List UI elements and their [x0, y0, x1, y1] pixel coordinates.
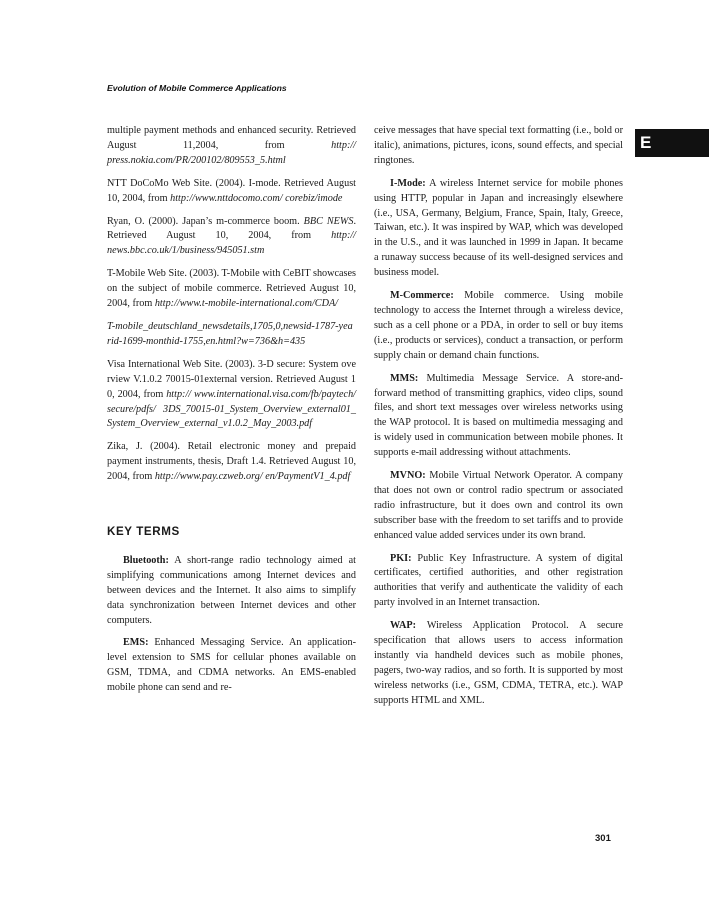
term-name: I-Mode: [390, 177, 426, 189]
term-definition: Wireless Application Protocol. A secure specification that allows users to access information instantly via handheld devices such as mobile phones, pagers, two-way radios, and so forth. It is supported by most wireless networks (i.e., GSM, CDMA, TETRA, etc.). WAP supports HTML and XML. [374, 620, 623, 706]
reference-text: . Retrieved August 10, 2004, from [107, 215, 357, 242]
reference-text: multiple payment methods and enhanced security. Retrieved August 11,2004, from [107, 125, 356, 151]
page-number: 301 [595, 833, 611, 844]
reference-item [107, 267, 356, 312]
key-term [374, 552, 623, 612]
key-term [374, 372, 623, 461]
term-definition: Public Key Infrastructure. A system of digital certificates, certified authorities, and other registration authorities that verify and authenticate the validity of each party involved in an Internet transaction. [374, 552, 623, 609]
right-column [374, 124, 623, 717]
reference-item [107, 320, 356, 350]
term-name: MMS: [390, 372, 419, 384]
running-head: Evolution of Mobile Commerce Applications [107, 83, 287, 93]
term-definition: Mobile commerce. Using mobile technology to access the Internet through a wireless device, such as a cell phone or a PDA, in order to sell or buy items (i.e., products or services), conduct a transaction, or perform supply chain or demand chain functions. [374, 290, 623, 361]
key-term [374, 469, 623, 544]
term-name: PKI: [390, 552, 412, 564]
key-term [107, 636, 356, 696]
reference-url: http://www.pay.czweb.org/ en/PaymentV1_4.pdf [154, 471, 351, 483]
term-definition: A short-range radio technology aimed at simplifying communications among Internet devices and between devices and the Internet. It also aims to simplify data synchronization between Internet devices and other computers. [107, 554, 356, 626]
reference-url: T-mobile_deutschland_newsdetails,1705,0,newsid-1787-yearid-1699-monthid-1755,en.html?w=736&h=435 [107, 320, 353, 347]
key-term [107, 554, 356, 629]
term-name: M-Commerce: [390, 290, 454, 302]
key-term [374, 289, 623, 364]
reference-url: http:// www.international.visa.com/fb/paytech/secure/pdfs/ 3DS_70015-01_System_Overview_external01_System_Overview_external_v1.0.2_May_2003.pdf [107, 388, 356, 430]
reference-text: Zika, J. (2004). Retail electronic money and prepaid payment instruments, thesis, Draft 1.4. Retrieved August 10, 2004, from [107, 441, 356, 483]
continued-definition: ceive messages that have special text formatting (i.e., bold or italic), animations, pictures, icons, sound effects, and special ringtones. [374, 125, 623, 166]
reference-item [107, 440, 356, 485]
reference-url: http://www.t-mobile-international.com/CDA/ [154, 298, 339, 310]
reference-text: T-Mobile Web Site. (2003). T-Mobile with CeBIT showcases on the subject of mobile commerce. Retrieved August 10, 2004, from [107, 268, 356, 310]
key-term [374, 619, 623, 708]
term-definition: Enhanced Messaging Service. An application-level extension to SMS for cellular phones available on GSM, TDMA, and CDMA networks. An EMS-enabled mobile phone can send and re- [107, 637, 356, 694]
reference-url: http:// news.bbc.co.uk/1/business/945051.stm [107, 230, 356, 257]
left-column [107, 124, 356, 704]
reference-item [107, 215, 356, 260]
reference-url: http:// press.nokia.com/PR/200102/809553_5.html [107, 139, 356, 166]
reference-text: Ryan, O. (2000). Japan’s m-commerce boom. [107, 215, 304, 227]
term-name: Bluetooth: [123, 554, 169, 566]
reference-item [107, 358, 356, 433]
reference-url: http://www.nttdocomo.com/ corebiz/imode [170, 192, 343, 204]
reference-text: Visa International Web Site. (2003). 3-D secure: System overview V.1.0.2 70015-01external version. Retrieved August 10, 2004, from [107, 358, 356, 400]
term-definition: A wireless Internet service for mobile phones using HTTP, popular in Japan and increasingly elsewhere (i.e., USA, Germany, Belgium, France, Spain, Italy, Greece, Taiwan, etc.). It was inspired by WAP, which was developed in the U.S., and it was launched in 1999 in Japan. It became a runaway success because of its well-designed services and business model. [374, 177, 623, 279]
reference-item [107, 124, 356, 169]
term-name: MVNO: [390, 470, 426, 482]
term-definition: Multimedia Message Service. A store-and-forward method of transmitting graphics, video clips, sound files, and short text messages over wireless networks using the WAP protocol. It is based on multimedia messaging and is widely used in communication between mobile phones. It supports e-mail addressing without attachments. [374, 372, 623, 459]
reference-source: BBC NEWS [303, 215, 354, 227]
key-term [374, 177, 623, 281]
term-definition: Mobile Virtual Network Operator. A company that does not own or control radio spectrum or associated radio infrastructure, but it does own and control its own subscriber base with the freedom to set tariffs and to provide enhanced value added services under its own brand. [374, 470, 623, 541]
reference-item [107, 177, 356, 207]
key-terms-heading: KEY TERMS [107, 525, 180, 539]
term-name: EMS: [123, 637, 149, 649]
section-tab: E [635, 129, 709, 157]
reference-text: NTT DoCoMo Web Site. (2004). I-mode. Retrieved August 10, 2004, from [107, 177, 356, 204]
term-name: WAP: [390, 620, 417, 632]
